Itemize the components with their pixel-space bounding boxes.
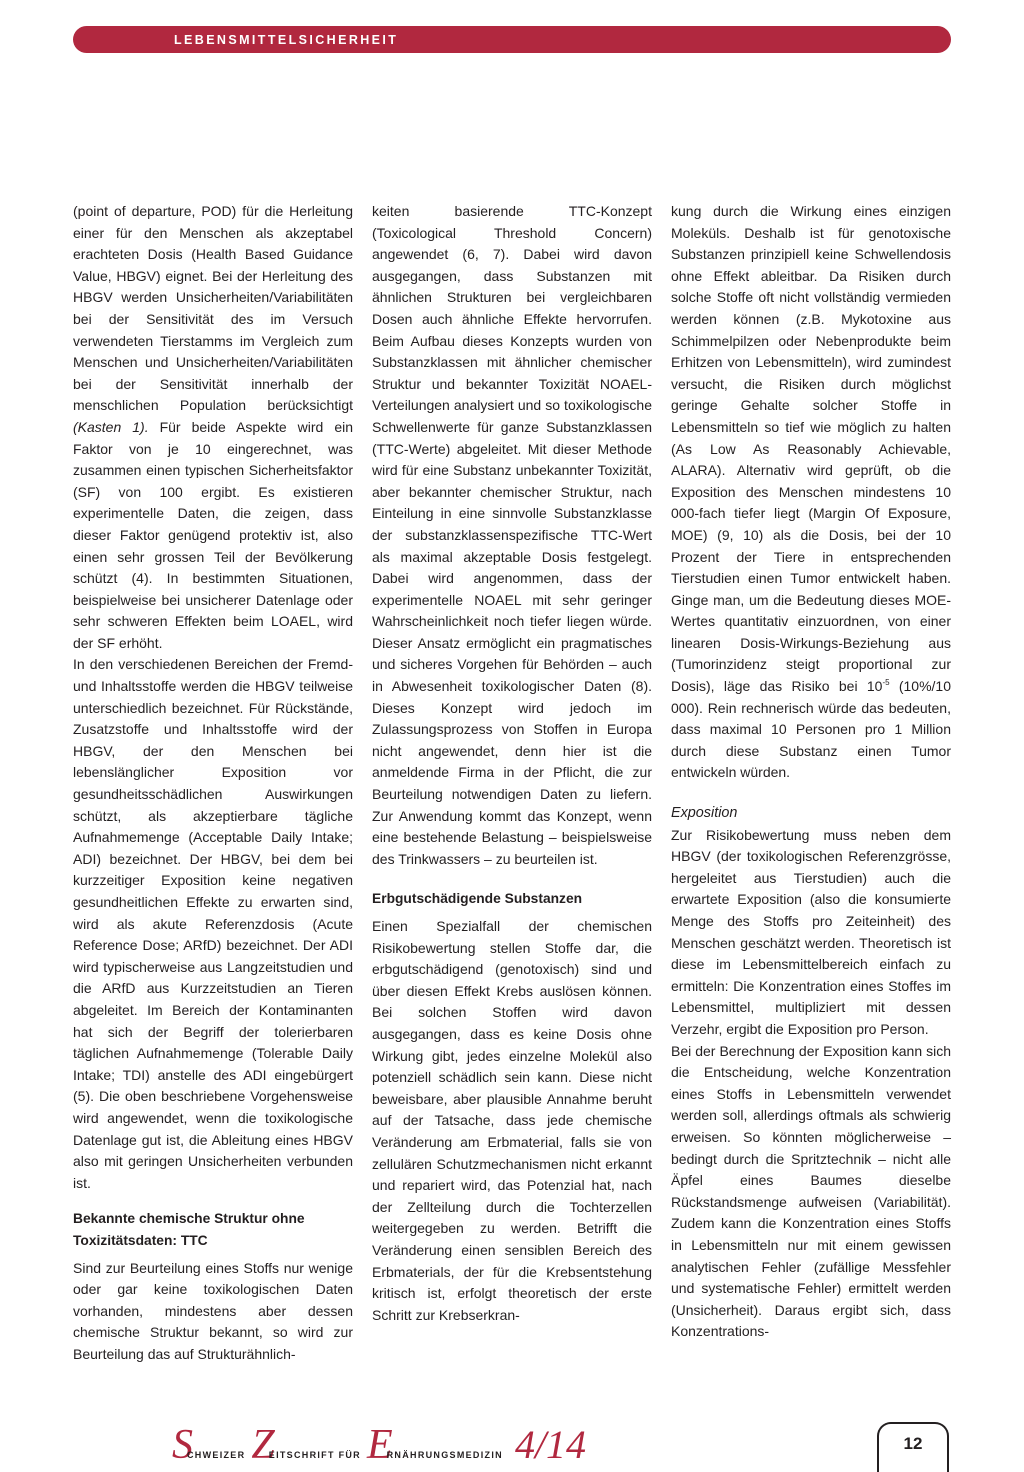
page-number-badge xyxy=(877,1422,949,1472)
issue-number: 4/14 xyxy=(514,1422,587,1467)
paragraph: Zur Risikobewertung muss neben dem HBGV (der toxikologischen Referenzgrösse, hergeleitet aus Tierstudien) auch die erwartete Exposition (also die konsumierte Menge des Stoffs pro Zeiteinheit) des Menschen geschätzt werden. Theoretisch ist diese im Lebensmittelbereich einfach zu ermitteln: Die Konzentration eines Stoffes im Lebensmittel, multipliziert mit dessen Verzehr, ergibt die Exposition pro Person. xyxy=(671,826,951,1037)
section-title: LEBENSMITTELSICHERHEIT xyxy=(174,33,399,47)
section-heading-ttc: Bekannte chemische Struktur ohne Toxizitätsdaten: TTC xyxy=(73,1211,305,1248)
paragraph: Einen Spezialfall der chemischen Risikobewertung stellen Stoffe dar, die erbgutschädigend (genotoxisch) sind und über diesen Effekt Krebs auslösen können. Bei solchen Stoffen wird davon ausgegangen, dass es keine Dosis ohne Wirkung gibt, jedes einzelne Molekül also potenziell schädlich sein kann. Diese nicht beweisbare, aber plausible Annahme beruht auf der Tatsache, dass jede chemische Veränderung am Erbmaterial, falls sie von zellulären Schutzmechanismen nicht erkannt und repariert wird, das Potenzial hat, nach der Zellteilung durch die Tochterzellen weitergegeben zu werden. Betrifft die Veränderung einen sensiblen Bereich des Erbmaterials, der für die Krebsentstehung kritisch ist, erfolgt theoretisch der erste Schritt zur Krebserkran- xyxy=(372,918,652,1323)
paragraph: Bei der Berechnung der Exposition kann sich die Entscheidung, welche Konzentration eines Stoffs in Lebensmitteln verwendet werden soll, allerdings oftmals als schwierig erweisen. So könnten möglicherweise – bedingt durch die Spritztechnik – nicht alle Äpfel eines Baumes dieselbe Rückstandsmenge aufweisen (Variabilität). Zudem kann die Konzentration eines Stoffs in Lebensmitteln nur mit einem gewissen analytischen Fehler (zufällige Messfehler und systematische Fehler) ermittelt werden (Unsicherheit). Daraus ergibt sich, dass Konzentrations- xyxy=(671,1042,951,1340)
section-heading-exposition: Exposition xyxy=(671,805,738,822)
section-heading-erbgut: Erbgutschädigende Substanzen xyxy=(372,891,583,907)
paragraph: In den verschiedenen Bereichen der Fremd- und Inhaltsstoffe werden die HBGV teilweise unterschiedlich bezeichnet. Für Rückstände, Zusatzstoffe und Inhaltsstoffe wird der HBGV, der den Menschen bei lebenslänglicher Exposition vor gesundheitsschädlichen Auswirkungen schützt, als akzeptierbare tägliche Aufnahmemenge (Acceptable Daily Intake; ADI) bezeichnet. Der HBGV, bei dem bei kurzzeitiger Exposition keine negativen gesundheitlichen Effekte zu erwarten sind, wird als akute Referenzdosis (Acute Reference Dose; ARfD) bezeichnet. Der ADI wird typischerweise aus Langzeitstudien und die ARfD aus Kurzzeitstudien an Tieren abgeleitet. Im Bereich der Kontaminanten hat sich der Begriff der tolerierbaren täglichen Aufnahmemenge (Tolerable Daily Intake; TDI) anstelle des ADI eingebürgert (5). Die oben beschriebene Vorgehensweise wird angewendet, wenn die toxikologische Datenlage gut ist, die Ableitung eines HBGV also mit geringen Unsicherheiten verbunden ist. xyxy=(73,656,353,1191)
paragraph: Sind zur Beurteilung eines Stoffs nur wenige oder gar keine toxikologischen Daten vorhanden, mindestens aber dessen chemische Struktur bekannt, so wird zur Beurteilung das auf Strukturähnlich- xyxy=(73,1259,353,1362)
text-column-2 xyxy=(372,201,652,1326)
superscript: -5 xyxy=(882,678,890,688)
paragraph: keiten basierende TTC-Konzept (Toxicological Threshold Concern) angewendet (6, 7). Dabei wird davon ausgegangen, dass Substanzen mit ähnlichen Strukturen bei vergleichbaren Dosen auch ähnliche Effekte hervorrufen. Beim Aufbau dieses Konzepts wurden von Substanzklassen mit ähnlicher chemischer Struktur und bekannter Toxizität NOAEL-Verteilungen analysiert und so toxikologische Schwellenwerte für ganze Substanzklassen (TTC-Werte) abgeleitet. Mit dieser Methode wird für eine Substanz unbekannter Toxizität, aber bekannter chemischer Struktur, nach Einteilung in eine sinnvolle Substanzklasse der substanzklassenspezifische TTC-Wert als maximal akzeptable Dosis festgelegt. Dabei wird angenommen, dass der experimentelle NOAEL mit sehr geringer Wahrscheinlichkeit noch tiefer liegen würde. Dieser Ansatz ermöglicht ein pragmatisches und sicheres Vorgehen für Behörden – auch in Abwesenheit toxikologischer Daten (8). Dieses Konzept wird jedoch im Zulassungsprozess von Stoffen in Europa nicht angewendet, denn hier ist die anmeldende Firma in der Pflicht, die zur Beurteilung notwendigen Daten zu liefern. Zur Anwendung kommt das Konzept, wenn eine bestehende Belastung – beispielsweise des Trinkwassers – zu beurteilen ist. xyxy=(372,203,652,867)
paragraph: kung durch die Wirkung eines einzigen Moleküls. Deshalb ist für genotoxische Substanzen prinzipiell keine Schwellendosis ohne Effekt ableitbar. Da Risiken durch solche Stoffe oft nicht vollständig vermieden werden können (z.B. Mykotoxine aus Schimmelpilzen oder Nebenprodukte beim Erhitzen von Lebensmitteln), wird zumindest versucht, die Risiken durch möglichst geringe Gehalte solcher Stoffe in Lebensmitteln so tief wie möglich zu halten (As Low As Reasonably Achievable, ALARA). Alternativ wird geprüft, ob die Exposition des Menschen mindestens 10 000-fach tiefer liegt (Margin Of Exposure, MOE) (9, 10) als die Dosis, bei der 10 Prozent der Tiere in entsprechenden Tierstudien einen Tumor entwickelt haben. Ginge man, um die Bedeutung dieses MOE-Wertes quantitativ einzuordnen, von einer linearen Dosis-Wirkungs-Beziehung aus (Tumorinzidenz steigt proportional zur Dosis), läge das Risiko bei $10^{-5}$ (10%/10 000). Rein rechnerisch würde das bedeuten, dass maximal 10 Personen pro 1 Million durch diese Substanz einen Tumor entwickeln würden. xyxy=(671,203,951,781)
page-number: 12 xyxy=(903,1434,923,1453)
journal-logo: SCHWEIZER ZEITSCHRIFT FÜR ERNÄHRUNGSMEDIZIN 4/14 xyxy=(172,1422,587,1468)
text-column-3 xyxy=(671,201,951,1343)
text-column-1 xyxy=(73,201,353,1365)
kasten-reference: (Kasten 1). xyxy=(73,418,149,435)
paragraph: (point of departure, POD) für die Herleitung einer für den Menschen als akzeptabel erachteten Dosis (Health Based Guidance Value, HBGV) eignet. Bei der Herleitung des HBGV werden Unsicherheiten/Variabilitäten bei der Sensitivität des im Versuch verwendeten Tierstamms im Vergleich zum Menschen und Unsicherheiten/Variabilitäten bei der Sensitivität innerhalb der menschlichen Population berücksichtigt (Kasten 1). Für beide Aspekte wird ein Faktor von je 10 eingerechnet, was zusammen einen typischen Sicherheitsfaktor (SF) von 100 ergibt. Es existieren experimentelle Daten, die zeigen, dass dieser Faktor genügend protektiv ist, also einen sehr grossen Teil der Bevölkerung schützt (4). In bestimmten Situationen, beispielweise bei unsicherer Datenlage oder sehr schweren Effekten beim LOAEL, wird der SF erhöht. xyxy=(73,203,353,651)
section-header-bar xyxy=(73,26,951,53)
